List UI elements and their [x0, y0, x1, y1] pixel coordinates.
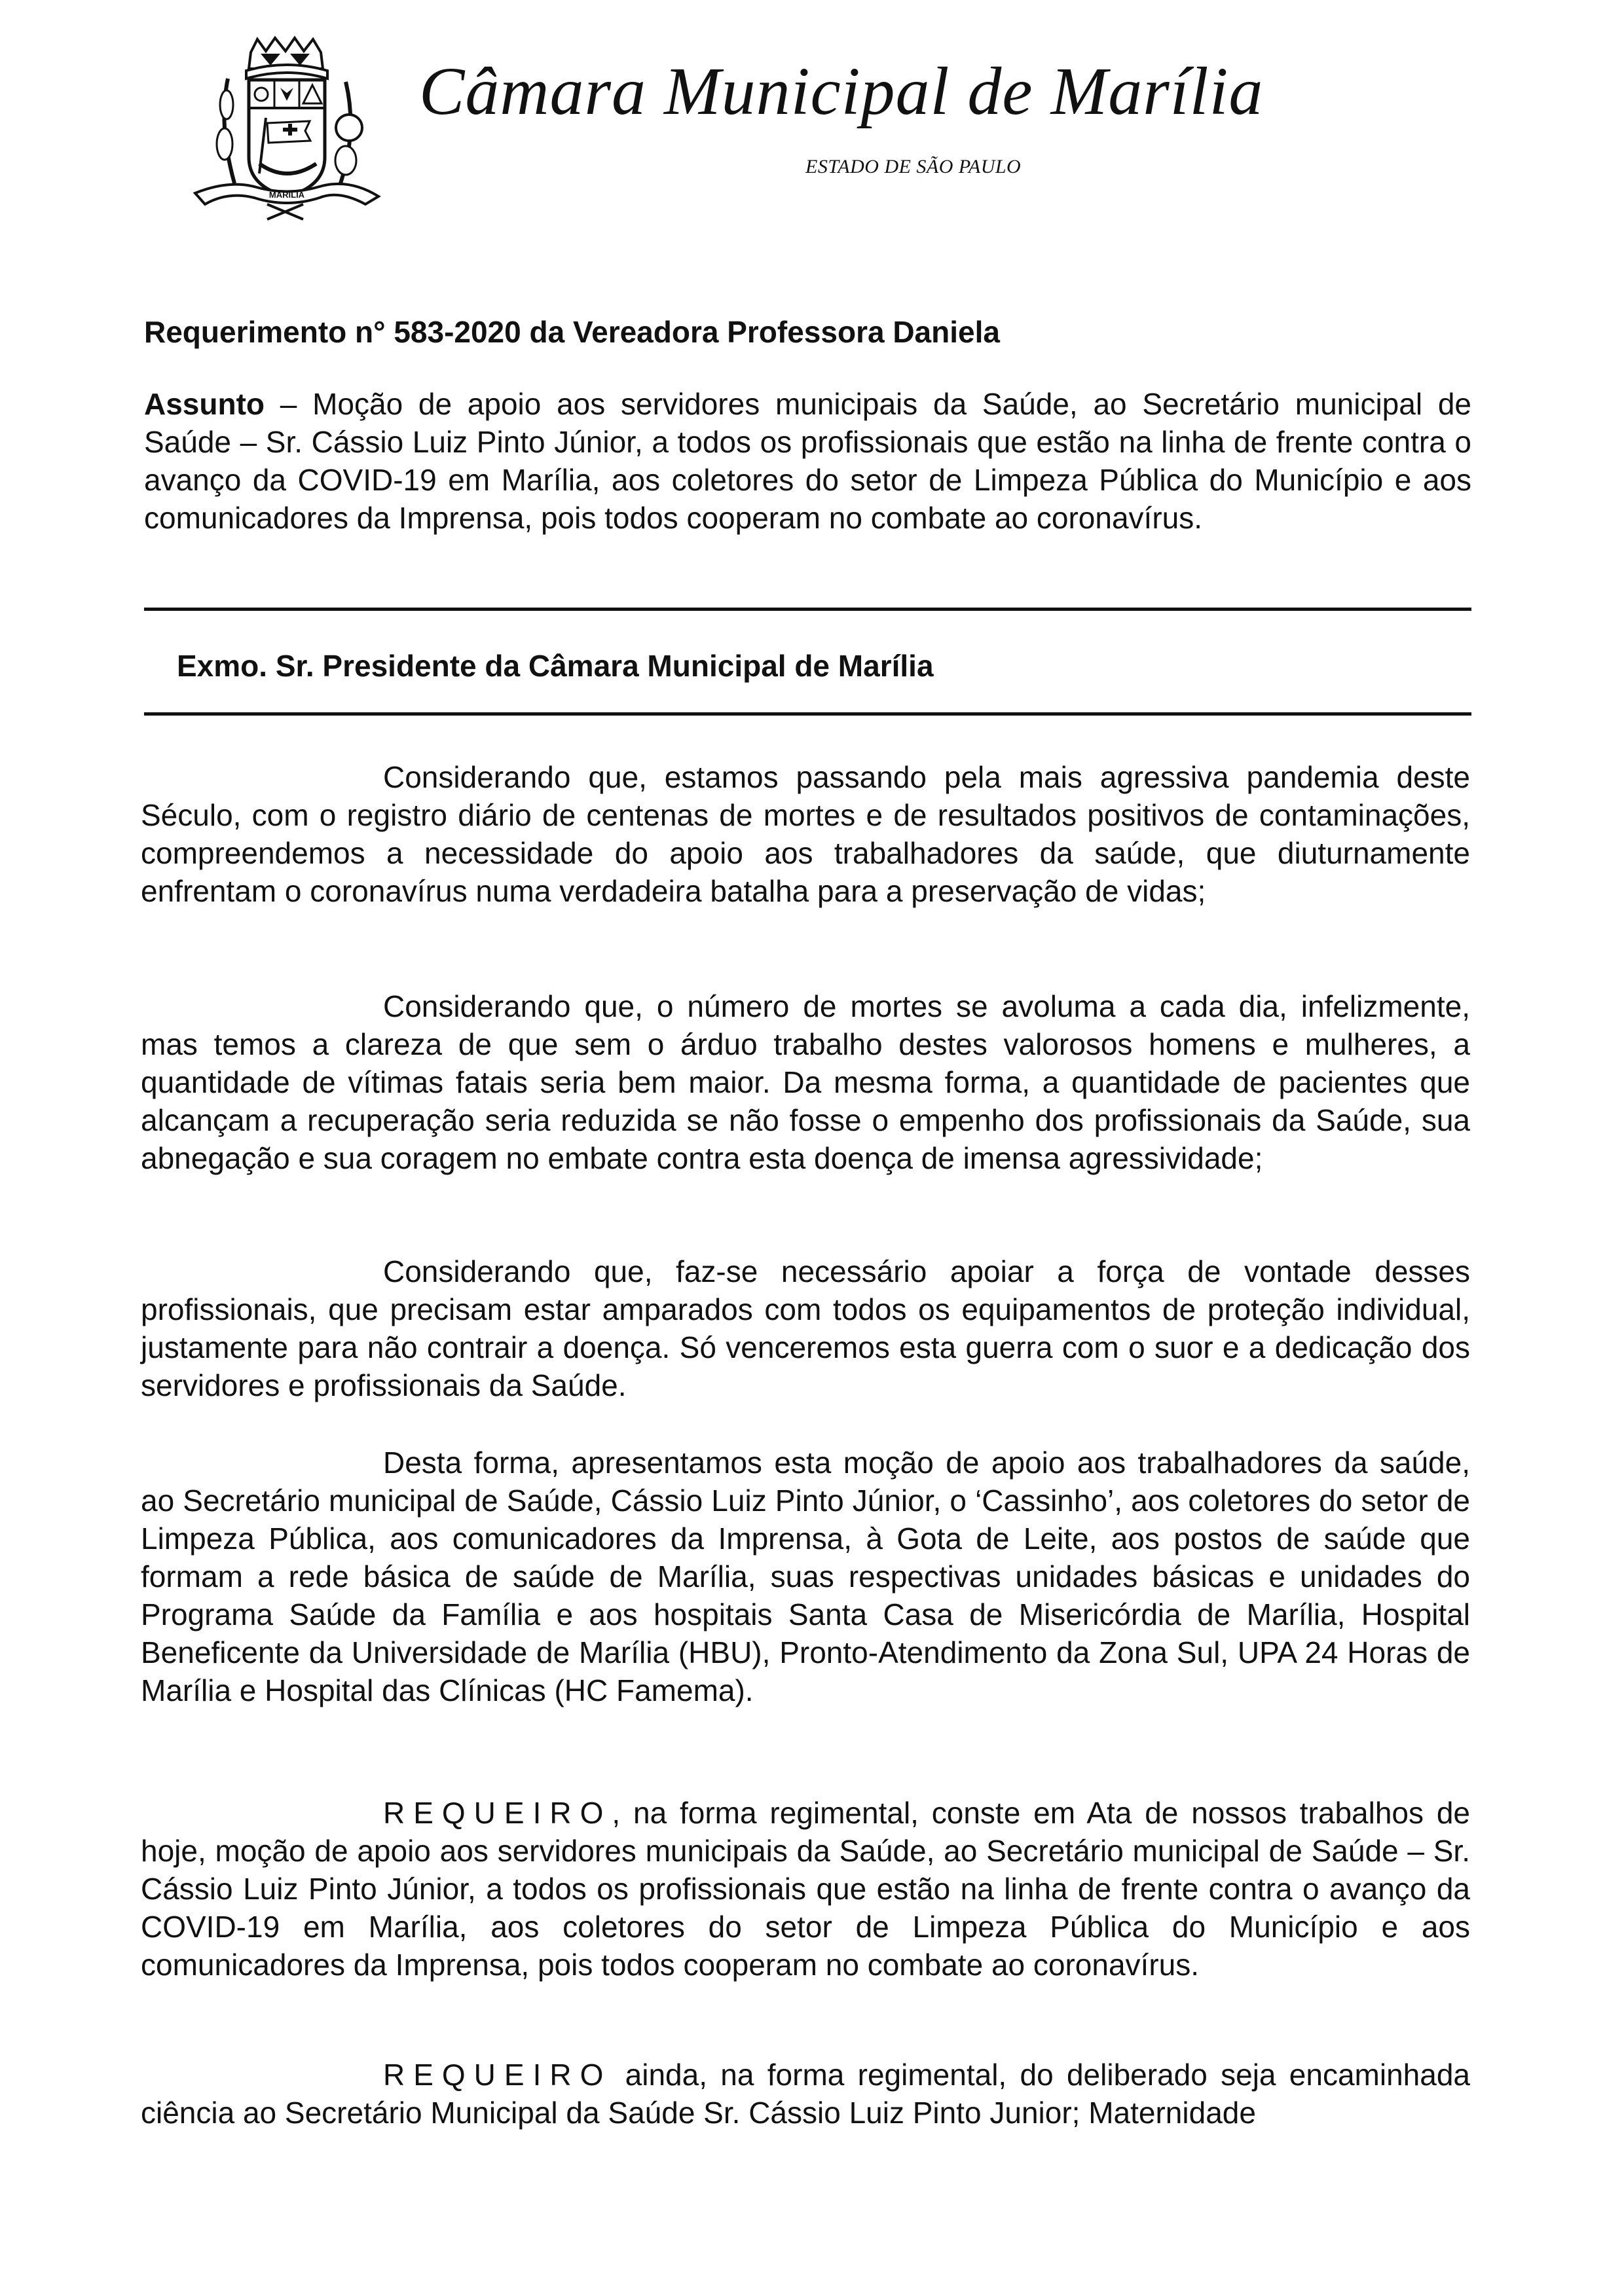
request-keyword: REQUEIRO	[383, 2058, 612, 2092]
request-paragraph-1	[141, 1794, 1470, 1984]
document-title: Requerimento n° 583-2020 da Vereadora Professora Daniela	[144, 315, 1000, 349]
paragraph-considerando-1: Considerando que, estamos passando pela mais agressiva pandemia deste Século, com o registro diário de centenas de mortes e de resultados positivos de contaminações, compreendemos a necessidade do apoio aos trabalhadores da saúde, que diuturnamente enfrentam o coronavírus numa verdadeira batalha para a preservação de vidas;	[141, 760, 1470, 908]
request-paragraph-2	[141, 2056, 1470, 2132]
divider-bottom	[144, 712, 1471, 716]
subject-label: Assunto	[144, 387, 265, 421]
request-text: ainda, na forma regimental, do deliberado seja encaminhada ciência ao Secretário Municipal da Saúde Sr. Cássio Luiz Pinto Junior; Maternidade	[141, 2058, 1470, 2130]
subject-separator: –	[265, 387, 313, 421]
request-keyword: REQUEIRO	[383, 1796, 612, 1830]
subject-text: Moção de apoio aos servidores municipais da Saúde, ao Secretário municipal de Saúde – Sr. Cássio Luiz Pinto Júnior, a todos os profissionais que estão na linha de frente contra o avanço da COVID-19 em Marília, aos coletores do setor de Limpeza Pública do Município e aos comunicadores da Imprensa, pois todos cooperam no combate ao coronavírus.	[144, 387, 1471, 535]
addressee: Exmo. Sr. Presidente da Câmara Municipal de Marília	[177, 649, 934, 683]
state-name: ESTADO DE SÃO PAULO	[805, 156, 1022, 177]
svg-text:MARÍLIA: MARÍLIA	[268, 190, 305, 200]
institution-name: Câmara Municipal de Marília	[419, 54, 1264, 129]
paragraph-considerando-2: Considerando que, o número de mortes se avoluma a cada dia, infelizmente, mas temos a clareza de que sem o árduo trabalho destes valorosos homens e mulheres, a quantidade de vítimas fatais seria bem maior. Da mesma forma, a quantidade de pacientes que alcançam a recuperação seria reduzida se não fosse o empenho dos profissionais da Saúde, sua abnegação e sua coragem no embate contra esta doença de imensa agressividade;	[141, 989, 1470, 1175]
subject-block	[144, 385, 1471, 537]
request-text: , na forma regimental, conste em Ata de nossos trabalhos de hoje, moção de apoio aos servidores municipais da Saúde, ao Secretário municipal de Saúde – Sr. Cássio Luiz Pinto Júnior, a todos os profissionais que estão na linha de frente contra o avanço da COVID-19 em Marília, aos coletores do setor de Limpeza Pública do Município e aos comunicadores da Imprensa, pois todos cooperam no combate ao coronavírus.	[141, 1796, 1470, 1982]
divider-top	[144, 608, 1471, 611]
paragraph-considerando-3: Considerando que, faz-se necessário apoiar a força de vontade desses profissionais, que precisam estar amparados com todos os equipamentos de proteção individual, justamente para não contrair a doença. Só venceremos esta guerra com o suor e a dedicação dos servidores e profissionais da Saúde.	[141, 1254, 1470, 1402]
coat-of-arms	[189, 33, 385, 223]
municipal-coat-of-arms-icon	[189, 33, 385, 223]
paragraph-desta-forma: Desta forma, apresentamos esta moção de apoio aos trabalhadores da saúde, ao Secretário municipal de Saúde, Cássio Luiz Pinto Júnior, o ‘Cassinho’, aos coletores do setor de Limpeza Pública, aos comunicadores da Imprensa, à Gota de Leite, aos postos de saúde que formam a rede básica de saúde de Marília, suas respectivas unidades básicas e unidades do Programa Saúde da Família e aos hospitais Santa Casa de Misericórdia de Marília, Hospital Beneficente da Universidade de Marília (HBU), Pronto-Atendimento da Zona Sul, UPA 24 Horas de Marília e Hospital das Clínicas (HC Famema).	[141, 1446, 1470, 1707]
